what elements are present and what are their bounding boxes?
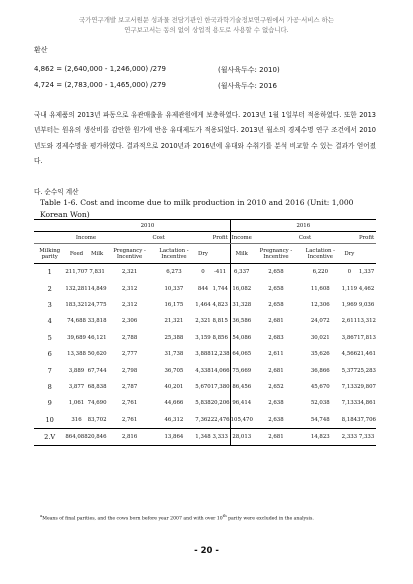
row-parity: 6	[47, 350, 52, 359]
table-footnote	[40, 513, 380, 522]
table-cell: 6,220	[312, 269, 329, 276]
table-row	[34, 330, 376, 346]
table-cell: 14,823	[299, 428, 342, 445]
table-cell: 36,866	[310, 367, 330, 374]
table-row	[34, 395, 376, 411]
table-cell: 16,175	[164, 301, 184, 308]
table-cell: 4,823	[212, 301, 228, 308]
table-cell: 183,321	[65, 301, 88, 308]
table-cell: 40,201	[164, 383, 184, 390]
table-cell: 2,638	[268, 416, 284, 423]
table-cell: 6,337	[230, 264, 253, 281]
table-cell: 13,388	[67, 351, 86, 358]
table-cell: 2,777	[121, 351, 138, 358]
table-cell: 2,683	[268, 334, 284, 341]
table-cell: 64,065	[230, 346, 253, 362]
table-cell: 2,312	[121, 301, 138, 308]
table-cell: 1,744	[212, 285, 228, 292]
footnote-tail: parity were excluded in the analysis.	[226, 516, 314, 522]
table-cell: 50,620	[87, 351, 107, 358]
table-cell: 86,456	[230, 379, 253, 395]
table-cell: 3,889	[68, 367, 85, 374]
table-cell: 2,658	[268, 269, 284, 276]
row-parity: 1	[47, 268, 52, 277]
row-parity: 10	[45, 415, 54, 424]
section-heading: 다. 순수익 계산	[34, 188, 79, 196]
col-pregnancy-2010: Pregnancy -Incentive	[107, 244, 153, 264]
table-cell: 2,787	[121, 383, 138, 390]
table-cell: -411	[214, 269, 227, 276]
table-row	[34, 412, 376, 429]
col-profit-blank-2010	[211, 244, 230, 264]
table-cell: 74,688	[67, 318, 86, 325]
col-milk-2010: Milk	[88, 244, 107, 264]
table-cell: 54,086	[230, 330, 253, 346]
table-row	[34, 428, 376, 445]
table-cell: 211,707	[65, 269, 88, 276]
table-cell: 2,658	[268, 285, 284, 292]
formula-label: 환산	[34, 46, 48, 54]
col-pregnancy-2016: Pregnancy -Incentive	[253, 244, 299, 264]
profit-header-2010: Profit	[211, 232, 230, 244]
table-cell: 12,238	[210, 351, 230, 358]
table-cell: 44,666	[164, 400, 184, 407]
table-cell: 96,414	[230, 395, 253, 411]
table-cell: 8,856	[212, 334, 228, 341]
cost-header-2016: Cost	[253, 232, 357, 244]
table-row	[34, 346, 376, 362]
table-caption: Table 1-6. Cost and income due to milk production in 2010 and 2016 (Unit: 1,000 Korean Won)	[40, 198, 354, 219]
table-cell: 24,775	[87, 301, 107, 308]
table-cell: 0	[201, 269, 205, 276]
table-cell: 14,849	[87, 285, 107, 292]
table-cell: 2,681	[253, 428, 299, 445]
table-cell: 7,831	[89, 269, 105, 276]
table-cell: 3,888	[195, 351, 211, 358]
table-cell: 28,013	[230, 428, 253, 445]
table-cell: 5,377	[341, 367, 358, 374]
formula-eq1-note: (월사육두수: 2010)	[218, 66, 280, 74]
row-header: Milking parity	[34, 244, 65, 264]
table-cell: 2,681	[268, 318, 284, 325]
table-cell: 22,476	[210, 416, 230, 423]
col-profit-blank-2016	[357, 244, 376, 264]
table-cell: 12,306	[310, 301, 330, 308]
table-cell: 31,328	[230, 297, 253, 313]
table-cell: 5,838	[195, 400, 211, 407]
formula-line-2	[34, 81, 277, 90]
table-cell: 46,312	[164, 416, 184, 423]
table-cell: 1,061	[68, 400, 85, 407]
col-lactation-2010: Lactation -Incentive	[153, 244, 196, 264]
row-parity: 8	[47, 382, 52, 391]
table-cell: 46,121	[87, 334, 107, 341]
table-cell: 0	[347, 269, 352, 276]
row-parity: 2.V	[34, 428, 65, 445]
table-cell: 24,072	[310, 318, 330, 325]
table-row	[34, 297, 376, 313]
table-row	[34, 313, 376, 329]
table-cell: 864,088	[65, 428, 87, 445]
corner-blank	[34, 220, 65, 232]
table-cell: 1,348	[195, 428, 210, 445]
table-row	[34, 362, 376, 378]
table-cell: 2,321	[121, 269, 138, 276]
col-feed-2010: Feed	[65, 244, 87, 264]
profit-header-2016: Profit	[357, 232, 376, 244]
table-cell: 67,744	[87, 367, 107, 374]
row-parity: 5	[47, 333, 52, 342]
table-cell: 30,021	[310, 334, 330, 341]
cost-header-2010: Cost	[107, 232, 211, 244]
table-cell: 7,333	[357, 428, 376, 445]
table-cell: 1,969	[341, 301, 358, 308]
table-cell: 5,670	[195, 383, 211, 390]
row-parity: 4	[47, 317, 52, 326]
table-cell: 2,761	[121, 400, 138, 407]
table-cell: 35,626	[310, 351, 330, 358]
table-cell: 4,566	[341, 351, 358, 358]
footnote-sup2: th	[222, 513, 227, 518]
table-cell: 45,670	[310, 383, 330, 390]
formula-eq1: 4,862 = (2,640,000 - 1,246,000) /279	[34, 65, 166, 73]
table-cell: 31,738	[164, 351, 184, 358]
income-header-2010: Income	[65, 232, 106, 244]
table-cell: 1,119	[341, 285, 358, 292]
cost-income-table	[34, 219, 376, 446]
table-cell: 105,470	[230, 412, 253, 429]
table-cell: 33,818	[87, 318, 107, 325]
table-cell: 2,816	[107, 428, 153, 445]
col-milk-2016: Milk	[230, 244, 253, 264]
formula-line-1	[34, 65, 280, 74]
income-header-2016: Income	[230, 232, 253, 244]
table-cell: 9,036	[358, 301, 375, 308]
table-row	[34, 379, 376, 395]
table-cell: 20,206	[210, 400, 230, 407]
table-cell: 2,321	[195, 318, 211, 325]
table-cell: 7,133	[341, 383, 358, 390]
table-cell: 4,338	[195, 367, 211, 374]
table-cell: 21,321	[164, 318, 184, 325]
table-cell: 2,652	[268, 383, 284, 390]
table-cell: 52,038	[310, 400, 330, 407]
table-cell: 83,702	[87, 416, 107, 423]
page-number: - 20 -	[194, 546, 219, 556]
col-dry-2010: Dry	[195, 244, 210, 264]
table-cell: 7,133	[341, 400, 358, 407]
table-cell: 3,159	[195, 334, 211, 341]
body-paragraph: 국내 유제품의 2013년 파동으로 유관매출을 유제관원에게 보충하였다. 2013년 1월 1일부터 적용하였다. 또한 2013년부터는 원유의 생산비를 감안한 원가에 반응 유대제도가 적용되었다. 2013년 월소의 경제수명 연구 조건에서 2010년도와 경제수명을 평가하였다. 결과적으로 2010년과 2016년에 유대와 수취기를 분석 비교할 수 있는 결과가 얻어졌다.	[34, 111, 376, 166]
table-cell: 3,877	[68, 383, 85, 390]
table-cell: 29,807	[357, 383, 376, 390]
table-cell: 36,586	[230, 313, 253, 329]
table-cell: 2,788	[121, 334, 138, 341]
table-cell: 25,283	[357, 367, 376, 374]
row-parity: 9	[47, 399, 52, 408]
row-parity: 7	[47, 366, 52, 375]
table-cell: 74,690	[87, 400, 107, 407]
table-cell: 2,658	[268, 301, 284, 308]
table-cell: 3,333	[211, 428, 230, 445]
table-cell: 37,706	[357, 416, 376, 423]
table-cell: 14,066	[210, 367, 230, 374]
footnote-text: Means of final parities, and the cows born before year 2007 and with over 10	[42, 516, 223, 522]
table-cell: 21,461	[357, 351, 376, 358]
table-row	[34, 264, 376, 281]
table-cell: 844	[197, 285, 209, 292]
table-cell: 13,864	[153, 428, 196, 445]
table-cell: 39,689	[67, 334, 86, 341]
table-cell: 1,464	[195, 301, 211, 308]
header-notice-line2: 연구보고서는 동의 없이 상업적 용도로 사용할 수 없습니다.	[124, 26, 289, 34]
table-cell: 8,815	[212, 318, 228, 325]
table-cell: 17,813	[357, 334, 376, 341]
formula-eq2-note: (월사육두수: 2016	[218, 82, 277, 90]
table-cell: 8,184	[341, 416, 358, 423]
row-parity: 2	[47, 284, 52, 293]
col-dry-2016: Dry	[342, 244, 357, 264]
table-cell: 34,861	[357, 400, 376, 407]
year-2016-header: 2016	[230, 220, 376, 232]
col-lactation-2016: Lactation -Incentive	[299, 244, 342, 264]
table-cell: 2,761	[121, 416, 138, 423]
table-cell: 2,611	[341, 318, 358, 325]
table-cell: 17,380	[210, 383, 230, 390]
table-cell: 1,337	[358, 269, 375, 276]
table-cell: 20,846	[88, 428, 107, 445]
table-cell: 16,082	[230, 280, 253, 296]
row-parity: 3	[47, 300, 52, 309]
table-cell: 6,273	[166, 269, 182, 276]
year-2010-header: 2010	[65, 220, 230, 232]
table-cell: 2,611	[268, 351, 284, 358]
table-cell: 4,462	[358, 285, 375, 292]
table-cell: 10,337	[164, 285, 184, 292]
table-cell: 13,312	[357, 318, 376, 325]
table-cell: 316	[71, 416, 82, 423]
table-cell: 2,681	[268, 367, 284, 374]
table-row	[34, 280, 376, 296]
table-cell: 36,705	[164, 367, 184, 374]
table-cell: 68,838	[87, 383, 107, 390]
header-notice-line1: 국가연구개발 보고서원문 성과물 전담기관인 한국과학기술정보연구원에서 가공·서비스 하는	[79, 16, 334, 24]
table-cell: 2,306	[121, 318, 138, 325]
table-cell: 25,388	[164, 334, 184, 341]
table-cell: 54,748	[310, 416, 330, 423]
table-cell: 7,362	[195, 416, 211, 423]
formula-eq2: 4,724 = (2,783,000 - 1,465,000) /279	[34, 81, 166, 89]
table-cell: 2,333	[342, 428, 357, 445]
footnote-marker: a	[40, 513, 43, 518]
table-cell: 132,281	[65, 285, 88, 292]
table-cell: 2,638	[268, 400, 284, 407]
table-cell: 11,608	[310, 285, 330, 292]
table-cell: 3,867	[341, 334, 358, 341]
table-cell: 75,669	[230, 362, 253, 378]
table-cell: 2,312	[121, 285, 138, 292]
table-cell: 2,798	[121, 367, 138, 374]
